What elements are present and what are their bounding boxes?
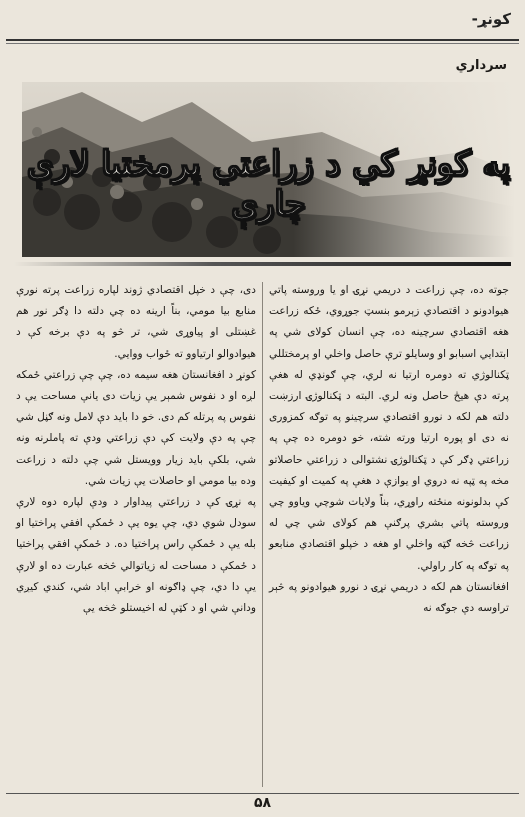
paragraph: افغانستان هم لکه د دريمي نړۍ د نورو هيوادونو په څېر تراوسه دې جوګه نه — [269, 580, 509, 615]
running-head: کونړ- — [471, 10, 511, 28]
footer-divider — [6, 793, 519, 794]
header-divider — [6, 39, 519, 44]
article-banner — [22, 82, 515, 257]
column-divider — [262, 282, 263, 787]
article-title: په کونړ کي د زراعتي پرمختيا لارې چارې — [26, 144, 511, 224]
paragraph: کونړ د افغانستان هغه سيمه ده، چې چې زراعتي ځمکه لږه او د نفوس شمېر يې زيات دی يانې مساحت يې د نفوس په پرتله کم دی. خو دا بايد دې لامل ونه ګڼل شي چې په دې ولايت کې دې زراعتي ودې ته پاملرنه ونه شي، بلکې بايد زيار وويستل شي چې دلته د زراعت وده بيا مومي او حاصلات يې زيات شي. — [16, 368, 256, 487]
paragraph: جوته ده، چې زراعت د دريمي نړۍ او يا وروسته پاتي هيوادونو د اقتصادي زېرمو بنسټ جوړوي، ځکه زراعت هغه اقتصادي سرچينه ده، چې انسان کولای شي په ابتدايي اسبابو او وسايلو ترې حاصل واخلي او پرمختللي ټکنالوژي ته دومره ارتيا نه لري، چې ګونډي له هغې پرته دې هيڅ حاصل ونه لري. البته د ټکنالوژۍ ارزښت دلته هم لکه د نورو اقتصادي سرچينو په توګه کمزوری نه دی او پوره ارتيا ورته شته، خو دومره ده چې په زراعتي ډګر کې د ټکنالوژۍ نشتوالی د زراعتي حاصلاتو مخه په ټپه نه دروي او يوازې د هغې په کميت او کيفيت کې بدلونونه منځته راوړي، بناً ولايات شوچي وياوو چي وروسته پاتي بشري پرګنې هم کولای شي چي له زراعت څخه ګټه واخلي او هغه د خپلو اقتصادي منابعو په توګه په کار راولي. — [269, 284, 509, 572]
page-number: ۵۸ — [253, 795, 272, 811]
paragraph: په نړۍ کې د زراعتي پيداوار د ودې لپاره دوه لارې سودل شوي دي، چې يوه يې د ځمکې افقي پراختيا او بله يې د ځمکې راس پراختيا ده. د ځمکې افقي پراختيا د ځمکې د مساحت له زياتوالي څخه عبارت ده او لارې يې دا دي، چې ډاګونه او خرابې اباد شي، کندي کيږي ودانې شي او د کټې له اخيستلو څخه يې — [16, 496, 256, 615]
text-column-right — [269, 280, 509, 619]
paragraph: دی، چې د خپل اقتصادي ژوند لپاره زراعت پرته نورې منابع بيا مومي، بناً ارينه ده چي دلته دا ډګر نور هم غښتلی او پياوړی شي، تر څو په دې برخه کې د هيوادوالو ارتياوو ته ځواب ووايي. — [16, 284, 256, 360]
text-column-left — [16, 280, 256, 619]
author-byline: سرداري — [455, 58, 507, 73]
title-underline — [14, 262, 511, 266]
